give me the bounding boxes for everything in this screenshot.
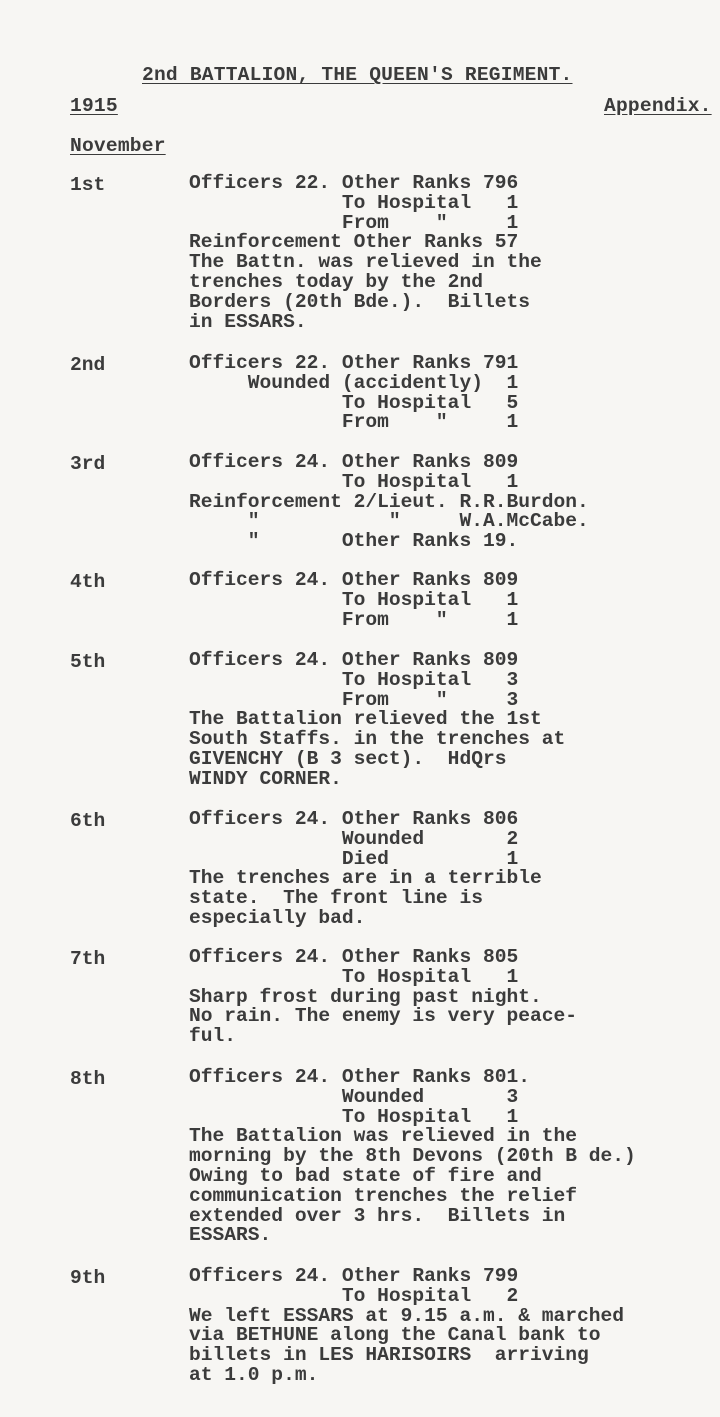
entry-text bbox=[189, 948, 577, 1047]
entry-line: ESSARS. bbox=[189, 1224, 272, 1247]
entry-line: To Hospital 1 bbox=[189, 965, 519, 988]
entry-line: GIVENCHY (B 3 sect). HdQrs bbox=[189, 747, 507, 770]
entry-line: South Staffs. in the trenches at bbox=[189, 728, 566, 751]
entry-line: in ESSARS. bbox=[189, 310, 307, 333]
entry-line: From " 1 bbox=[189, 411, 519, 434]
entry-line: The Battalion was relieved in the bbox=[189, 1125, 578, 1148]
entry-line: Sharp frost during past night. bbox=[189, 985, 542, 1008]
entry-line: Officers 24. Other Ranks 809 bbox=[189, 451, 519, 473]
entry-text bbox=[189, 354, 518, 433]
entry-line: Owing to bad state of fire and bbox=[189, 1164, 542, 1187]
entry-date: 5th bbox=[70, 651, 106, 673]
document-title: 2nd BATTALION, THE QUEEN'S REGIMENT. bbox=[142, 64, 573, 86]
entry-text bbox=[189, 174, 542, 332]
entry-line: Died 1 bbox=[189, 847, 519, 870]
entry-date: 9th bbox=[70, 1267, 106, 1289]
entry-line: " Other Ranks 19. bbox=[189, 530, 519, 553]
entry-line: From " 1 bbox=[189, 608, 519, 631]
entry-line: Officers 24. Other Ranks 806 bbox=[189, 808, 519, 830]
entry-line: extended over 3 hrs. Billets in bbox=[189, 1204, 566, 1227]
year-heading: 1915 bbox=[70, 95, 118, 117]
entry-line: To Hospital 1 bbox=[189, 1105, 519, 1128]
entry-date: 6th bbox=[70, 810, 106, 832]
entry-line: To Hospital 1 bbox=[189, 191, 519, 214]
entry-line: To Hospital 1 bbox=[189, 470, 519, 493]
entry-date: 3rd bbox=[70, 453, 106, 475]
entry-line: communication trenches the relief bbox=[189, 1184, 578, 1207]
entry-line: To Hospital 1 bbox=[189, 588, 519, 611]
entry-line: Wounded 3 bbox=[189, 1085, 519, 1108]
entry-line: Officers 24. Other Ranks 805 bbox=[189, 946, 519, 968]
entry-line: Wounded 2 bbox=[189, 827, 519, 850]
entry-line: Officers 24. Other Ranks 799 bbox=[189, 1265, 519, 1287]
month-heading: November bbox=[70, 135, 166, 157]
entry-text bbox=[189, 1267, 624, 1386]
entry-line: at 1.0 p.m. bbox=[189, 1363, 319, 1386]
entry-line: From " 1 bbox=[189, 211, 519, 234]
entry-text bbox=[189, 651, 565, 790]
entry-line: billets in LES HARISOIRS arriving bbox=[189, 1344, 589, 1367]
appendix-label: Appendix. bbox=[604, 95, 712, 117]
entry-line: state. The front line is bbox=[189, 887, 483, 910]
entry-line: To Hospital 3 bbox=[189, 668, 519, 691]
entry-line: Officers 24. Other Ranks 809 bbox=[189, 649, 519, 671]
entry-line: morning by the 8th Devons (20th B de.) bbox=[189, 1145, 636, 1168]
entry-text bbox=[189, 571, 518, 630]
entry-line: Reinforcement 2/Lieut. R.R.Burdon. bbox=[189, 490, 589, 513]
entry-text bbox=[189, 453, 589, 552]
entry-line: WINDY CORNER. bbox=[189, 767, 342, 790]
entry-line: Reinforcement Other Ranks 57 bbox=[189, 231, 519, 254]
entry-line: The Battalion relieved the 1st bbox=[189, 708, 542, 731]
entry-line: ful. bbox=[189, 1025, 237, 1048]
entry-line: Officers 24. Other Ranks 801. bbox=[189, 1066, 530, 1088]
entry-line: To Hospital 5 bbox=[189, 391, 519, 414]
entry-line: We left ESSARS at 9.15 a.m. & marched bbox=[189, 1304, 625, 1327]
entry-text bbox=[189, 1068, 636, 1246]
entry-line: " " W.A.McCabe. bbox=[189, 510, 589, 533]
entry-line: Borders (20th Bde.). Billets bbox=[189, 290, 530, 313]
entry-date: 7th bbox=[70, 948, 106, 970]
entry-line: trenches today by the 2nd bbox=[189, 270, 483, 293]
entry-date: 8th bbox=[70, 1068, 106, 1090]
entry-line: To Hospital 2 bbox=[189, 1284, 519, 1307]
entry-line: From " 3 bbox=[189, 688, 519, 711]
entry-line: Wounded (accidently) 1 bbox=[189, 371, 519, 394]
entry-line: Officers 22. Other Ranks 796 bbox=[189, 172, 519, 194]
entry-date: 4th bbox=[70, 571, 106, 593]
entry-line: especially bad. bbox=[189, 906, 366, 929]
entry-line: Officers 24. Other Ranks 809 bbox=[189, 569, 519, 591]
entry-date: 2nd bbox=[70, 354, 106, 376]
entry-line: No rain. The enemy is very peace- bbox=[189, 1005, 578, 1028]
entry-line: The Battn. was relieved in the bbox=[189, 251, 542, 274]
entry-line: via BETHUNE along the Canal bank to bbox=[189, 1324, 601, 1347]
entry-line: The trenches are in a terrible bbox=[189, 867, 542, 890]
entry-text bbox=[189, 810, 542, 929]
entry-date: 1st bbox=[70, 174, 106, 196]
entry-line: Officers 22. Other Ranks 791 bbox=[189, 352, 519, 374]
